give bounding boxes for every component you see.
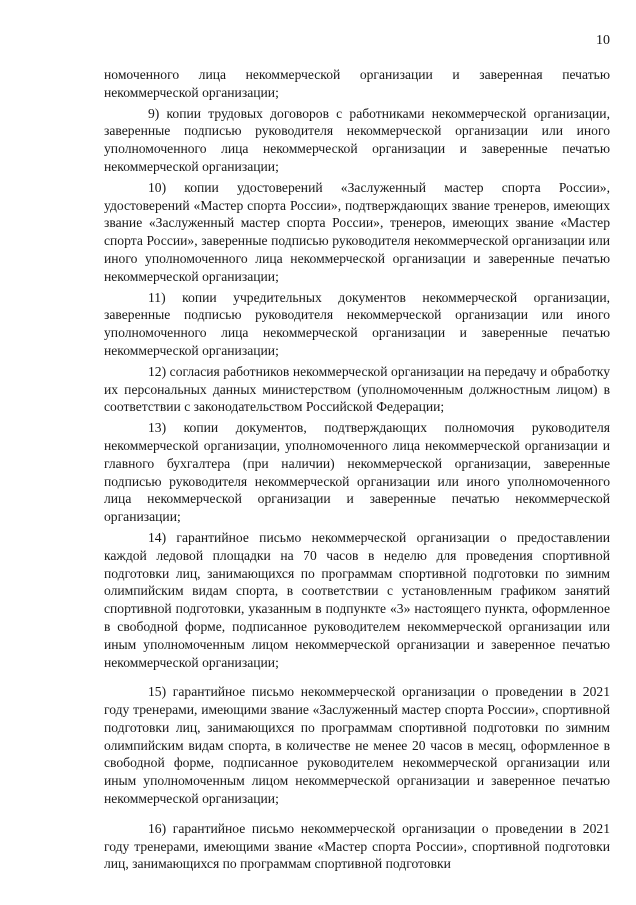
paragraph-item-15: 15) гарантийное письмо некоммерческой организации о проведении в 2021 году тренерами, имеющими звание «Заслуженный мастер спорта России», спортивной подготовки лиц, занимающихся по программам спортивной подготовки по зимним олимпийским видам спорта, в количестве не менее 20 часов в месяц, оформленное в свободной форме, подписанное руководителем некоммерческой организации или иным уполномоченным лицом некоммерческой организации и заверенное печатью некоммерческой организации; <box>104 684 610 807</box>
document-body <box>104 66 610 876</box>
paragraph-item-12: 12) согласия работников некоммерческой организации на передачу и обработку их персональных данных министерством (уполномоченным должностным лицом) в соответствии с законодательством Российской Федерации; <box>104 363 610 415</box>
paragraph-item-13: 13) копии документов, подтверждающих полномочия руководителя некоммерческой организации, уполномоченного лица некоммерческой организации и главного бухгалтера (при наличии) некоммерческой организации, заверенные подписью руководителя некоммерческой организации или иного уполномоченного лица некоммерческой организации и заверенные печатью некоммерческой организации; <box>104 420 610 525</box>
page-number: 10 <box>596 33 610 48</box>
paragraph-item-14: 14) гарантийное письмо некоммерческой организации о предоставлении каждой ледовой площадки на 70 часов в неделю для проведения спортивной подготовки лиц, занимающихся по программам спортивной подготовки по зимним олимпийским видам спорта, в соответствии с установленным графиком занятий спортивной подготовки, указанным в подпункте «3» настоящего пункта, оформленное в свободной форме, подписанное руководителем некоммерческой организации или иным уполномоченным лицом некоммерческой организации и заверенное печатью некоммерческой организации; <box>104 529 610 670</box>
paragraph-item-10: 10) копии удостоверений «Заслуженный мастер спорта России», удостоверений «Мастер спорта России», подтверждающих звание тренеров, имеющих звание «Заслуженный мастер спорта России», тренеров, имеющих звание «Мастер спорта России», заверенные подписью руководителя некоммерческой организации или иного уполномоченного лица некоммерческой организации и заверенные печатью некоммерческой организации; <box>104 179 610 284</box>
paragraph-item-9: 9) копии трудовых договоров с работниками некоммерческой организации, заверенные подписью руководителя некоммерческой организации или иного уполномоченного лица некоммерческой организации и заверенные печатью некоммерческой организации; <box>104 105 610 174</box>
paragraph-continuation: номоченного лица некоммерческой организации и заверенная печатью некоммерческой организации; <box>104 67 610 100</box>
paragraph-item-11: 11) копии учредительных документов некоммерческой организации, заверенные подписью руководителя некоммерческой организации или иного уполномоченного лица некоммерческой организации и заверенные печатью некоммерческой организации; <box>104 289 610 358</box>
paragraph-item-16: 16) гарантийное письмо некоммерческой организации о проведении в 2021 году тренерами, имеющими звание «Мастер спорта России», спортивной подготовки лиц, занимающихся по программам спортивной подготовки <box>104 820 610 872</box>
